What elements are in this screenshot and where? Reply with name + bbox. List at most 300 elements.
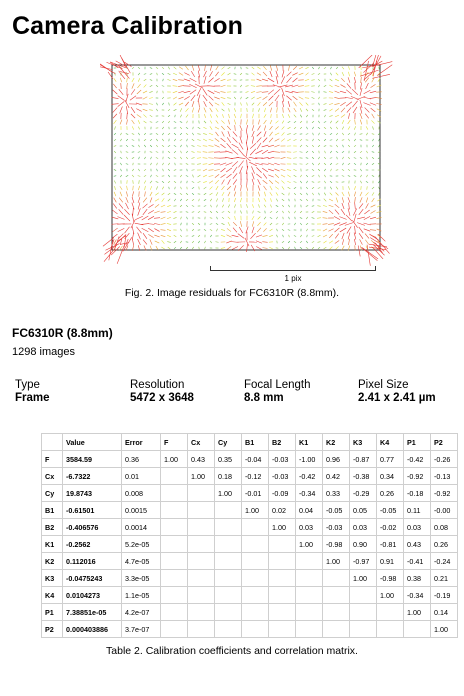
residual-vector — [154, 211, 159, 213]
row-header-cell: B1 — [42, 502, 63, 519]
residual-vector — [222, 180, 225, 185]
residual-vector — [163, 79, 164, 81]
residual-vector — [127, 113, 128, 119]
residual-vector — [306, 199, 308, 201]
image-count: 1298 images — [12, 346, 75, 358]
table-cell — [269, 570, 296, 587]
residual-vector — [179, 73, 183, 76]
residual-vector — [234, 198, 235, 202]
page-title: Camera Calibration — [12, 12, 244, 40]
residual-vector — [199, 199, 200, 201]
table-cell: 0.01 — [122, 468, 161, 485]
residual-vector — [263, 96, 268, 99]
residual-vector — [215, 138, 219, 141]
residual-vector — [264, 108, 265, 112]
residual-vector — [227, 143, 232, 148]
residual-vector — [137, 90, 141, 94]
residual-vector — [240, 137, 242, 144]
table-cell — [296, 553, 323, 570]
residual-vector — [162, 67, 164, 69]
table-cell: -0.18 — [404, 485, 431, 502]
residual-vector — [210, 65, 211, 70]
residual-vector — [208, 163, 213, 165]
table-cell: -0.98 — [323, 536, 350, 553]
residual-vector — [187, 139, 188, 141]
table-cell: -0.19 — [431, 587, 458, 604]
residual-vector — [163, 169, 164, 171]
residual-vector — [335, 79, 339, 81]
residual-vector — [227, 186, 231, 190]
residual-vector — [372, 114, 375, 119]
residual-vector — [360, 151, 362, 153]
residual-vector — [340, 85, 345, 88]
table-header-cell: Cy — [215, 434, 242, 451]
residual-vector — [275, 95, 279, 101]
residual-vector — [340, 228, 346, 232]
residual-vector — [210, 224, 212, 225]
residual-vector — [119, 89, 123, 95]
residual-vector — [150, 115, 153, 117]
residual-vector — [334, 223, 340, 226]
residual-vector — [145, 186, 146, 190]
residual-vector — [342, 233, 344, 239]
residual-vector — [285, 91, 293, 93]
table-cell: 1.00 — [161, 451, 188, 468]
table-cell: 1.00 — [431, 621, 458, 638]
residual-vector — [241, 185, 242, 191]
residual-vector — [367, 157, 368, 159]
residual-vector — [238, 161, 243, 168]
residual-vector — [264, 205, 266, 208]
table-cell: 0.34 — [377, 468, 404, 485]
residual-vector — [300, 108, 302, 111]
residual-vector — [300, 181, 301, 183]
residual-vector — [174, 67, 177, 69]
residual-vector — [282, 223, 283, 225]
residual-vector — [294, 102, 297, 107]
residual-vector — [150, 239, 152, 244]
residual-vector — [354, 126, 356, 130]
residual-vector — [162, 127, 163, 129]
residual-vector — [203, 139, 207, 141]
residual-vector — [293, 139, 296, 140]
residual-vector — [237, 157, 246, 158]
table-cell: 0.33 — [323, 485, 350, 502]
residual-vector — [186, 199, 188, 200]
residual-vector — [288, 241, 290, 243]
table-row — [42, 468, 458, 485]
residual-vector — [318, 121, 319, 123]
residual-vector — [367, 175, 368, 177]
residual-vector — [312, 127, 313, 129]
residual-vector — [323, 211, 327, 212]
meta-pixel-size-value: 2.41 x 2.41 µm — [358, 392, 436, 404]
residual-vector — [167, 235, 171, 237]
residual-vector — [366, 203, 369, 208]
residual-vector — [269, 247, 272, 249]
residual-vector — [348, 239, 349, 245]
table-cell — [215, 519, 242, 536]
residual-vector — [300, 127, 302, 129]
residual-vector — [178, 80, 184, 81]
residual-vector — [226, 151, 233, 153]
residual-vector — [127, 119, 128, 124]
residual-vector — [372, 134, 374, 135]
residual-vector — [174, 133, 176, 135]
residual-vector — [162, 133, 163, 135]
residual-vector — [328, 224, 334, 225]
residual-vector — [203, 95, 207, 101]
table-cell: -0.2562 — [63, 536, 122, 553]
table-cell: 0.35 — [215, 451, 242, 468]
residual-vector — [258, 217, 261, 220]
residual-vector — [312, 73, 315, 74]
table-cell: -0.13 — [431, 468, 458, 485]
residual-vector — [318, 127, 320, 128]
residual-vector — [198, 241, 199, 243]
residual-vector — [148, 216, 154, 219]
table-row — [42, 519, 458, 536]
residual-vector — [216, 66, 219, 70]
residual-vector — [305, 73, 308, 76]
table-header-cell: K1 — [296, 434, 323, 451]
residual-vector — [300, 235, 301, 237]
table-cell — [215, 536, 242, 553]
table-cell: 3584.59 — [63, 451, 122, 468]
residual-vector — [257, 132, 261, 136]
table-cell — [188, 519, 215, 536]
residual-vector — [318, 235, 321, 237]
residual-vector — [126, 139, 128, 141]
table-cell: -0.04 — [242, 451, 269, 468]
residual-vector — [162, 240, 165, 243]
residual-vector — [115, 126, 116, 129]
residual-vector — [154, 218, 160, 219]
residual-vector — [203, 127, 206, 128]
residual-vector — [178, 85, 184, 86]
residual-vector — [203, 89, 208, 96]
residual-vector — [336, 145, 337, 147]
residual-vector — [126, 152, 128, 153]
residual-vector — [312, 151, 314, 153]
residual-vector — [235, 125, 236, 131]
residual-vector — [283, 235, 284, 237]
residual-vector — [246, 244, 247, 252]
residual-vector — [348, 233, 350, 240]
residual-vector — [360, 175, 361, 177]
residual-vector — [364, 90, 371, 94]
residual-vector — [162, 103, 163, 105]
residual-vector — [198, 211, 200, 212]
residual-vector — [293, 66, 297, 70]
residual-vector — [371, 84, 376, 87]
residual-vector — [142, 228, 149, 231]
residual-vector — [126, 197, 128, 203]
table-cell: 0.03 — [296, 519, 323, 536]
residual-vector — [275, 174, 279, 178]
residual-vector — [353, 107, 357, 113]
residual-vector — [222, 114, 223, 118]
residual-vector — [312, 176, 314, 177]
residual-vector — [228, 211, 230, 213]
residual-vector — [150, 197, 152, 202]
residual-vector — [263, 72, 267, 76]
residual-vector — [168, 133, 170, 134]
table-header-cell: B1 — [242, 434, 269, 451]
residual-vector — [138, 208, 141, 215]
table-cell — [188, 485, 215, 502]
residual-vector — [167, 79, 170, 80]
residual-vector — [270, 205, 271, 208]
residual-vector — [208, 78, 213, 83]
residual-vector — [186, 151, 188, 153]
residual-vector — [228, 120, 229, 125]
residual-vector — [281, 181, 284, 184]
residual-vector — [137, 84, 140, 88]
residual-vector — [138, 67, 140, 69]
residual-vector — [335, 91, 340, 93]
residual-vector — [324, 115, 325, 117]
residual-vector — [192, 223, 194, 225]
meta-type-value: Frame — [15, 392, 50, 404]
residual-vector — [204, 187, 207, 189]
residual-vector — [365, 108, 370, 113]
residual-vector — [162, 181, 164, 182]
residual-vector — [221, 229, 225, 230]
residual-vector — [191, 152, 194, 153]
residual-vector — [233, 179, 237, 184]
residual-vector — [305, 79, 309, 81]
residual-vector — [235, 216, 236, 220]
residual-vector — [282, 101, 283, 107]
residual-vector — [312, 187, 314, 188]
residual-vector — [246, 125, 247, 131]
residual-vector — [226, 235, 231, 238]
residual-vector — [372, 74, 390, 78]
residual-vector — [208, 158, 213, 159]
residual-vector — [132, 239, 133, 245]
residual-vector — [299, 73, 304, 75]
residual-vector — [259, 204, 260, 207]
residual-vector — [186, 212, 188, 213]
residual-vector — [294, 193, 296, 195]
residual-vector — [324, 139, 326, 141]
residual-vector — [121, 133, 122, 135]
residual-vector — [275, 133, 279, 135]
residual-vector — [120, 175, 121, 177]
residual-vector — [138, 127, 139, 130]
table-cell: 1.00 — [296, 536, 323, 553]
residual-vector — [252, 173, 254, 180]
residual-vector — [294, 121, 296, 122]
residual-vector — [205, 65, 206, 71]
row-header-cell: K3 — [42, 570, 63, 587]
meta-type — [15, 379, 50, 404]
residual-vector — [157, 103, 158, 105]
table-cell — [215, 604, 242, 621]
table-cell — [323, 570, 350, 587]
residual-vector — [293, 158, 297, 159]
residual-vector — [186, 108, 189, 111]
residual-vector — [143, 91, 147, 93]
residual-vector — [227, 228, 231, 231]
table-header-cell: P1 — [404, 434, 431, 451]
table-cell: -0.03 — [269, 451, 296, 468]
residual-vector — [346, 90, 352, 95]
residual-vector — [162, 86, 164, 87]
residual-vector — [342, 157, 343, 159]
residual-vector — [342, 120, 344, 124]
residual-vector — [124, 209, 129, 215]
table-cell: -0.05 — [323, 502, 350, 519]
residual-vector — [340, 102, 345, 105]
residual-vector — [298, 86, 304, 87]
residual-vector — [287, 72, 292, 77]
table-cell: 0.008 — [122, 485, 161, 502]
table-cell: -0.09 — [269, 485, 296, 502]
residual-vector — [250, 149, 256, 155]
residual-vector — [336, 170, 338, 171]
residual-vector — [347, 227, 351, 234]
calibration-table — [41, 433, 458, 638]
residual-vector — [144, 121, 147, 123]
residual-vector — [306, 181, 307, 183]
residual-vector — [238, 149, 244, 156]
residual-vector — [294, 133, 297, 134]
residual-vector — [222, 109, 225, 111]
table-cell — [188, 536, 215, 553]
residual-vector — [330, 121, 331, 123]
residual-vector — [222, 192, 224, 196]
residual-vector — [324, 133, 326, 134]
table-cell: -0.34 — [404, 587, 431, 604]
residual-vector — [287, 139, 290, 141]
residual-vector — [307, 193, 308, 195]
residual-vector — [336, 67, 338, 69]
residual-vector — [312, 109, 314, 110]
residual-vector — [312, 182, 314, 183]
residual-vector — [233, 222, 237, 226]
residual-vector — [221, 223, 224, 224]
residual-vector — [136, 109, 141, 112]
residual-vector — [342, 169, 344, 170]
residual-vector — [270, 211, 272, 212]
meta-pixel-size-label: Pixel Size — [358, 379, 409, 391]
residual-vector — [312, 145, 314, 147]
table-cell: 0.90 — [350, 536, 377, 553]
residual-vector — [270, 218, 272, 219]
residual-vector — [216, 132, 219, 136]
residual-vector — [357, 217, 365, 219]
residual-vector — [366, 181, 368, 182]
residual-vector — [181, 145, 182, 147]
table-cell: 1.00 — [269, 519, 296, 536]
residual-vector — [348, 197, 350, 202]
residual-vector — [157, 73, 158, 75]
residual-vector — [234, 97, 236, 99]
residual-vector — [132, 67, 134, 69]
residual-vector — [205, 247, 206, 249]
residual-vector — [114, 133, 116, 135]
residual-vector — [114, 78, 116, 81]
residual-vector — [126, 157, 127, 159]
table-cell — [161, 485, 188, 502]
residual-vector — [204, 121, 206, 123]
residual-vector — [227, 137, 231, 142]
residual-vector — [240, 73, 242, 75]
residual-vector — [151, 157, 152, 159]
residual-vector — [168, 175, 169, 177]
residual-vector — [342, 140, 344, 141]
residual-vector — [168, 151, 170, 153]
residual-vector — [247, 160, 248, 169]
residual-vector — [312, 218, 315, 219]
table-cell: 0.26 — [377, 485, 404, 502]
residual-vector — [341, 78, 345, 82]
residual-vector — [168, 163, 169, 165]
residual-vector — [372, 175, 374, 176]
residual-vector — [180, 247, 182, 249]
table-row — [42, 604, 458, 621]
residual-vector — [277, 107, 278, 112]
residual-vector — [281, 76, 285, 83]
residual-vector — [359, 55, 372, 68]
residual-vector — [114, 151, 116, 153]
residual-vector — [112, 210, 117, 214]
residual-vector — [180, 193, 182, 194]
residual-vector — [256, 167, 261, 172]
residual-vector — [132, 126, 134, 129]
residual-vector — [113, 204, 117, 209]
residual-vector — [323, 224, 328, 225]
residual-vector — [210, 229, 212, 230]
residual-vector — [217, 217, 218, 219]
residual-vector — [335, 115, 339, 117]
residual-vector — [335, 246, 338, 249]
row-header-cell: K4 — [42, 587, 63, 604]
residual-vector — [143, 233, 147, 239]
residual-vector — [197, 158, 201, 159]
residual-vector — [289, 217, 290, 219]
residual-vector — [252, 131, 254, 137]
residual-vector — [288, 121, 290, 122]
table-cell: -0.42 — [296, 468, 323, 485]
residual-vector — [161, 217, 166, 219]
residual-vector — [282, 241, 284, 242]
residual-vector — [349, 203, 350, 210]
residual-vector — [263, 66, 266, 70]
residual-vector — [197, 139, 200, 140]
residual-vector — [328, 229, 333, 231]
table-cell: 0.43 — [188, 451, 215, 468]
residual-vector — [241, 97, 242, 99]
residual-vector — [240, 221, 241, 227]
residual-vector — [252, 114, 253, 118]
meta-focal-length — [244, 379, 311, 404]
residual-vector — [294, 182, 297, 183]
residual-vector — [263, 138, 267, 143]
residual-vector — [318, 73, 320, 74]
residual-vector — [209, 71, 212, 76]
residual-vector — [192, 108, 193, 113]
residual-vector — [271, 114, 272, 118]
residual-vector — [210, 218, 212, 219]
residual-vector — [336, 198, 338, 203]
residual-vector — [330, 127, 331, 129]
residual-vector — [374, 55, 379, 70]
residual-vector — [228, 73, 231, 75]
residual-vector — [287, 77, 292, 83]
